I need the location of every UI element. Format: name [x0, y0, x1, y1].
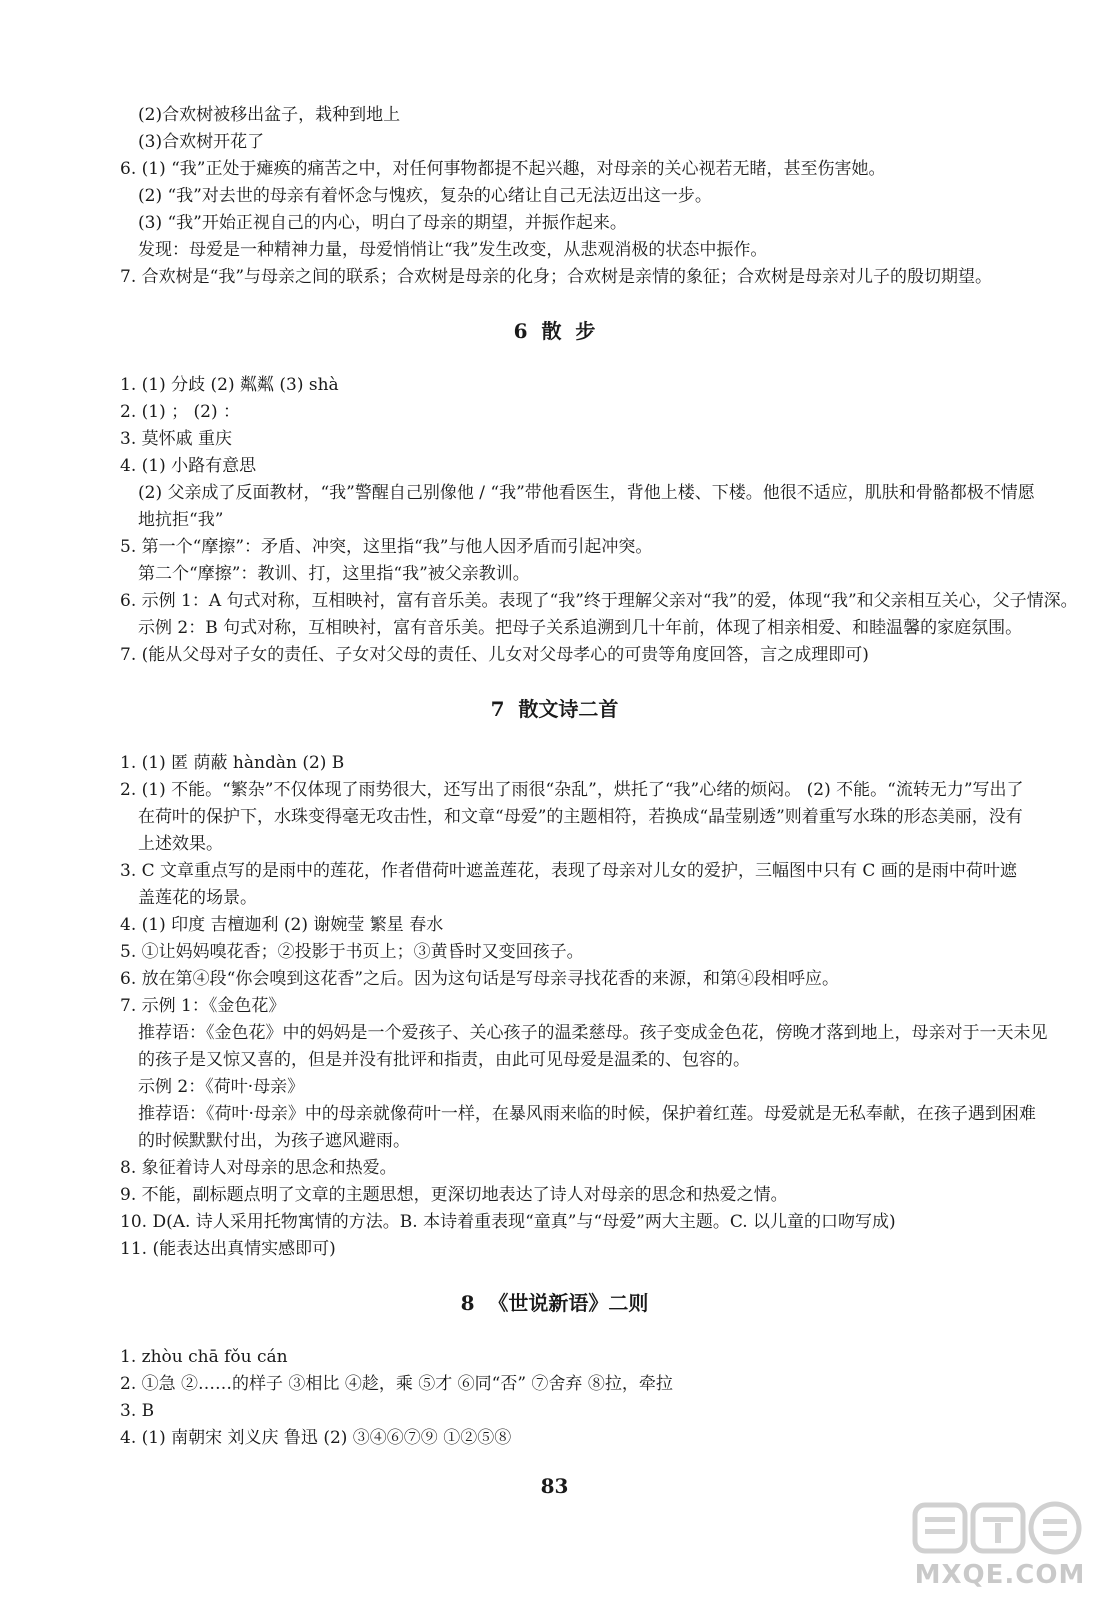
- answer-line: 的时候默默付出，为孩子遮风避雨。: [138, 1131, 410, 1151]
- answer-line: 2. (1) 不能。“繁杂”不仅体现了雨势很大，还写出了雨很“杂乱”，烘托了“我”心绪的烦闷。 (2) 不能。“流转无力”写出了: [120, 780, 1024, 800]
- answer-line: 1. (1) 分歧 (2) 粼粼 (3) shà: [120, 375, 339, 395]
- answer-line: 2. ①急 ②……的样子 ③相比 ④趁，乘 ⑤才 ⑥同“否” ⑦舍弃 ⑧拉，牵拉: [120, 1374, 673, 1394]
- section-heading: 7 散文诗二首: [490, 697, 619, 721]
- answer-line: 推荐语：《荷叶·母亲》中的母亲就像荷叶一样，在暴风雨来临的时候，保护着红莲。母爱就是无私奉献，在孩子遇到困难: [138, 1104, 1036, 1124]
- answer-line: 4. (1) 南朝宋 刘义庆 鲁迅 (2) ③④⑥⑦⑨ ①②⑤⑧: [120, 1428, 512, 1448]
- answer-line: 11. (能表达出真情实感即可): [120, 1239, 336, 1259]
- page-number: 83: [540, 1474, 569, 1498]
- answer-line: 6. 放在第④段“你会嗅到这花香”之后。因为这句话是写母亲寻找花香的来源，和第④段相呼应。: [120, 969, 840, 989]
- watermark-logo: [905, 1497, 1095, 1592]
- answer-line: 3. 莫怀戚 重庆: [120, 429, 233, 449]
- answer-line: 6. (1) “我”正处于瘫痪的痛苦之中，对任何事物都提不起兴趣，对母亲的关心视若无睹，甚至伤害她。: [120, 159, 886, 179]
- answer-line: 地抗拒“我”: [138, 510, 224, 530]
- answer-line: (2)合欢树被移出盆子，栽种到地上: [138, 105, 401, 125]
- answer-line: 的孩子是又惊又喜的，但是并没有批评和指责，由此可见母爱是温柔的、包容的。: [138, 1050, 750, 1070]
- answer-line: 5. 第一个“摩擦”：矛盾、冲突，这里指“我”与他人因矛盾而引起冲突。: [120, 537, 653, 557]
- answer-line: 10. D(A. 诗人采用托物寓情的方法。B. 本诗着重表现“童真”与“母爱”两大主题。C. 以儿童的口吻写成): [120, 1212, 896, 1232]
- answer-line: 7. (能从父母对子女的责任、子女对父母的责任、儿女对父母孝心的可贵等角度回答，言之成理即可): [120, 645, 869, 665]
- answer-line: 示例 2：《荷叶·母亲》: [138, 1077, 305, 1097]
- answer-line: 4. (1) 小路有意思: [120, 456, 257, 476]
- answer-line: (2) 父亲成了反面教材，“我”警醒自己别像他 / “我”带他看医生，背他上楼、下楼。他很不适应，肌肤和骨骼都极不情愿: [138, 483, 1035, 503]
- answer-line: 9. 不能，副标题点明了文章的主题思想，更深切地表达了诗人对母亲的思念和热爱之情。: [120, 1185, 788, 1205]
- answer-line: 盖莲花的场景。: [138, 888, 257, 908]
- section-heading: 6 散 步: [513, 319, 596, 343]
- watermark-logo-icon: [905, 1497, 1095, 1592]
- answer-line: 发现：母爱是一种精神力量，母爱悄悄让“我”发生改变，从悲观消极的状态中振作。: [138, 240, 768, 260]
- answer-line: 在荷叶的保护下，水珠变得毫无攻击性，和文章“母爱”的主题相符，若换成“晶莹剔透”则着重写水珠的形态美丽，没有: [138, 807, 1023, 827]
- answer-line: 3. C 文章重点写的是雨中的莲花，作者借荷叶遮盖莲花，表现了母亲对儿女的爱护，三幅图中只有 C 画的是雨中荷叶遮: [120, 861, 1017, 881]
- answer-line: 7. 示例 1：《金色花》: [120, 996, 286, 1016]
- answer-line: 5. ①让妈妈嗅花香；②投影于书页上；③黄昏时又变回孩子。: [120, 942, 584, 962]
- section-heading: 8 《世说新语》二则: [460, 1291, 649, 1315]
- answer-line: 2. (1) ； (2) ：: [120, 402, 240, 422]
- answer-line: 4. (1) 印度 吉檀迦利 (2) 谢婉莹 繁星 春水: [120, 915, 444, 935]
- answer-line: 3. B: [120, 1401, 155, 1421]
- answer-line: 上述效果。: [138, 834, 223, 854]
- answer-line: 示例 2：B 句式对称，互相映衬，富有音乐美。把母子关系追溯到几十年前，体现了相亲相爱、和睦温馨的家庭氛围。: [138, 618, 1023, 638]
- answer-line: 推荐语：《金色花》中的妈妈是一个爱孩子、关心孩子的温柔慈母。孩子变成金色花，傍晚才落到地上，母亲对于一天未见: [138, 1023, 1048, 1043]
- answer-line: (3) “我”开始正视自己的内心，明白了母亲的期望，并振作起来。: [138, 213, 627, 233]
- answer-line: 6. 示例 1：A 句式对称，互相映衬，富有音乐美。表现了“我”终于理解父亲对“我”的爱，体现“我”和父亲相互关心，父子情深。: [120, 591, 1078, 611]
- answer-line: 7. 合欢树是“我”与母亲之间的联系；合欢树是母亲的化身；合欢树是亲情的象征；合欢树是母亲对儿子的殷切期望。: [120, 267, 993, 287]
- svg-text:MXQE.COM: MXQE.COM: [914, 1560, 1086, 1590]
- answer-line: 8. 象征着诗人对母亲的思念和热爱。: [120, 1158, 397, 1178]
- answer-line: (3)合欢树开花了: [138, 132, 265, 152]
- answer-line: 1. zhòu chā fǒu cán: [120, 1347, 288, 1367]
- answer-line: (2) “我”对去世的母亲有着怀念与愧疚，复杂的心绪让自己无法迈出这一步。: [138, 186, 712, 206]
- answer-line: 1. (1) 匿 荫蔽 hàndàn (2) B: [120, 753, 345, 773]
- answer-line: 第二个“摩擦”：教训、打，这里指“我”被父亲教训。: [138, 564, 530, 584]
